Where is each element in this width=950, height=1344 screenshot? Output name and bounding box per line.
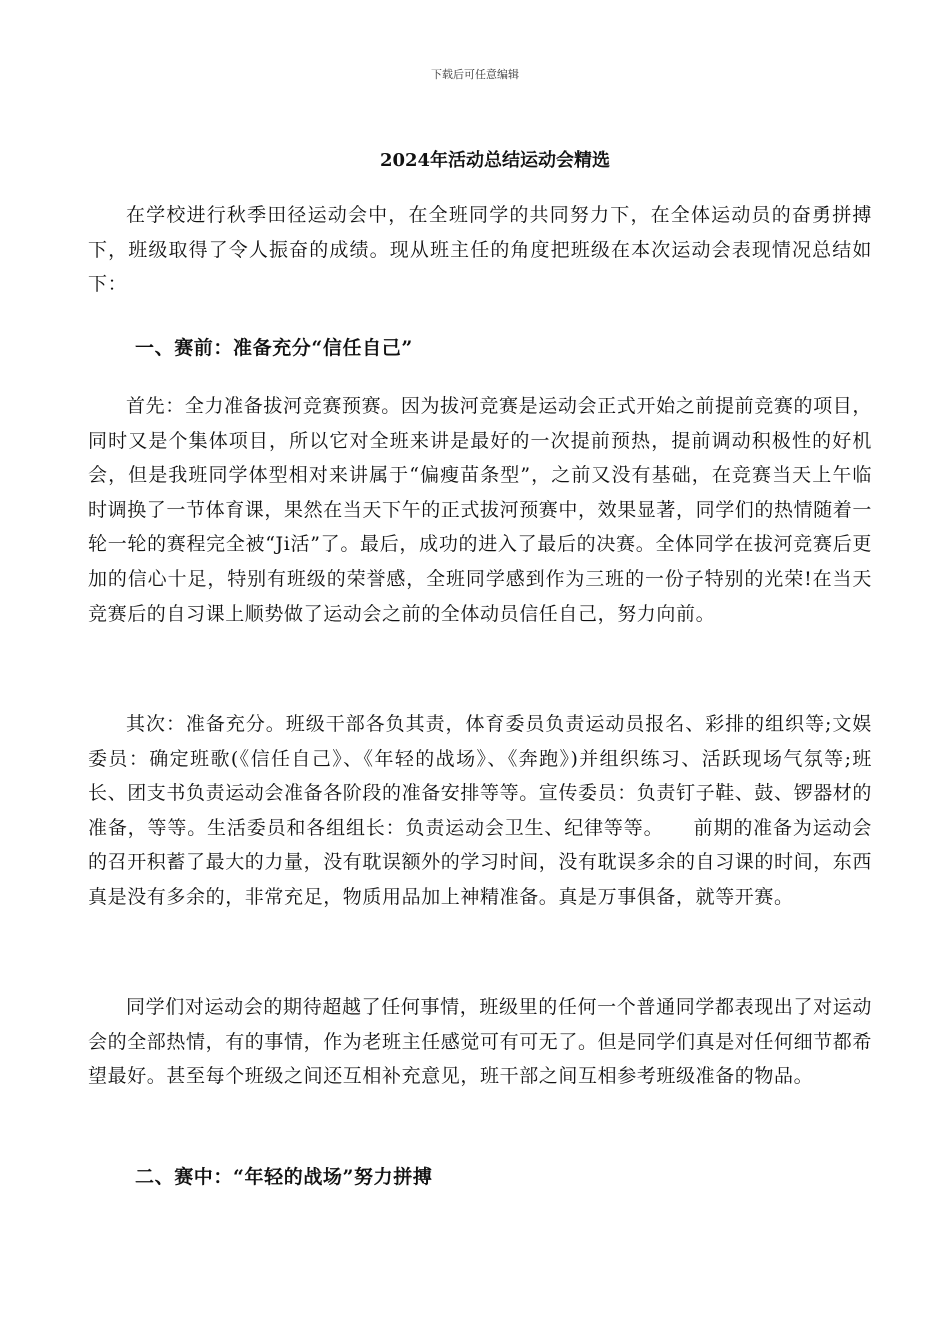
section-heading-1: 一、赛前：准备充分“信任自己” bbox=[135, 337, 413, 359]
paragraph-preparation: 其次：准备充分。班级干部各负其责，体育委员负责运动员报名、彩排的组织等;文娱委员：确定班歌(《信任自己》、《年轻的战场》、《奔跑》)并组织练习、活跃现场气氛等;班长、团支书负责运动会准备各阶段的准备安排等等。宣传委员：负责钉子鞋、鼓、锣器材的准备，等等。生活委员和各组组长：负责运动会卫生、纪律等等。 前期的准备为运动会的召开积蓄了最大的力量，没有耽误额外的学习时间，没有耽误多余的自习课的时间，东西真是没有多余的，非常充足，物质用品加上神精准备。真是万事俱备，就等开赛。 bbox=[88, 713, 873, 908]
document-title: 2024年活动总结运动会精选 bbox=[379, 150, 611, 171]
paragraph-tug-of-war: 首先：全力准备拔河竞赛预赛。因为拔河竞赛是运动会正式开始之前提前竞赛的项目，同时又是个集体项目，所以它对全班来讲是最好的一次提前预热，提前调动积极性的好机会，但是我班同学体型相对来讲属于“偏瘦苗条型”，之前又没有基础，在竞赛当天上午临时调换了一节体育课，果然在当天下午的正式拔河预赛中，效果显著，同学们的热情随着一轮一轮的赛程完全被“Ji活”了。最后，成功的进入了最后的决赛。全体同学在拔河竞赛后更加的信心十足，特别有班级的荣誉感，全班同学感到作为三班的一份子特别的光荣!在当天竞赛后的自习课上顺势做了运动会之前的全体动员信任自己，努力向前。 bbox=[88, 395, 873, 625]
intro-paragraph: 在学校进行秋季田径运动会中，在全班同学的共同努力下，在全体运动员的奋勇拼搏下，班级取得了令人振奋的成绩。现从班主任的角度把班级在本次运动会表现情况总结如下： bbox=[88, 204, 872, 296]
section-heading-2: 二、赛中：“年轻的战场”努力拼搏 bbox=[135, 1166, 433, 1188]
paragraph-expectation: 同学们对运动会的期待超越了任何事情，班级里的任何一个普通同学都表现出了对运动会的全部热情，有的事情，作为老班主任感觉可有可无了。但是同学们真是对任何细节都希望最好。甚至每个班级之间还互相补充意见，班干部之间互相参考班级准备的物品。 bbox=[88, 996, 873, 1088]
page-header-note: 下载后可任意编辑 bbox=[431, 68, 519, 81]
